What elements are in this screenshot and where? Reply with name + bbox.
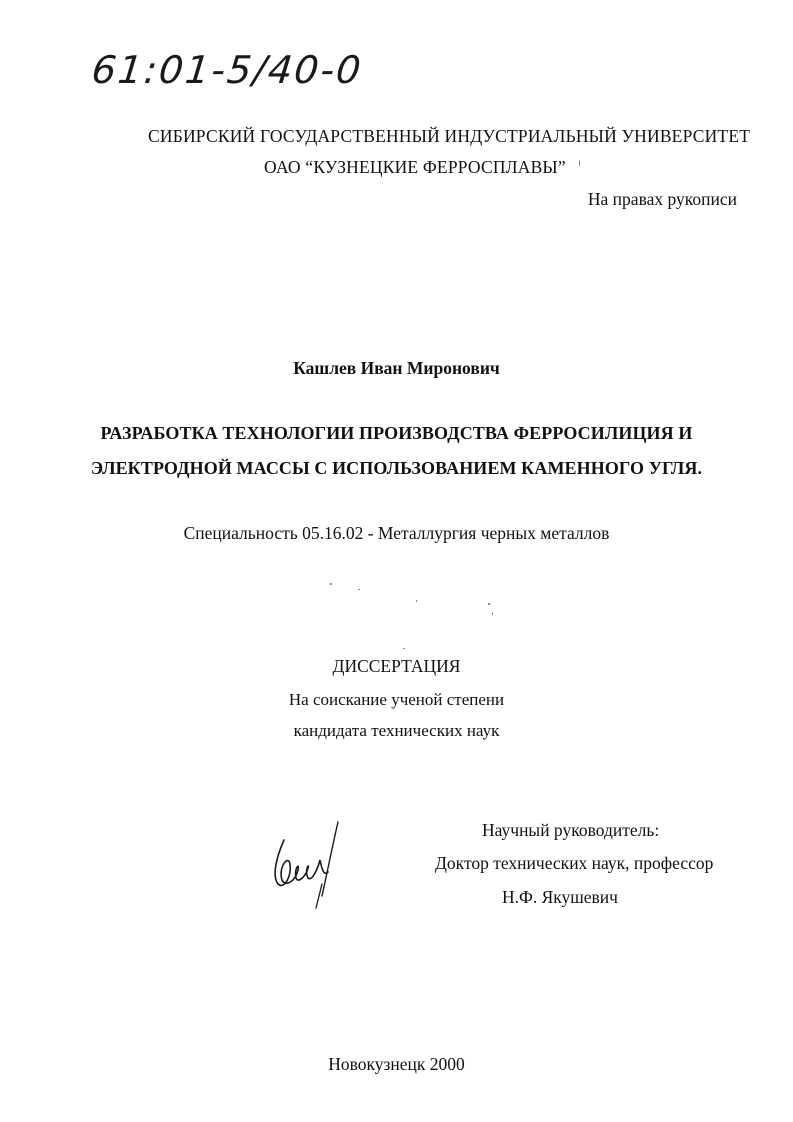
- degree-line-2: кандидата технических наук: [293, 721, 500, 740]
- scan-speck: [416, 600, 417, 602]
- document-type: ДИССЕРТАЦИЯ: [332, 656, 461, 676]
- degree-line-1: На соискание ученой степени: [288, 690, 505, 709]
- rights-note: На правах рукописи: [587, 189, 737, 209]
- thesis-title-line-1: РАЗРАБОТКА ТЕХНОЛОГИИ ПРОИЗВОДСТВА ФЕРРОСИЛИЦИЯ И: [100, 423, 693, 443]
- scan-speck: [330, 583, 332, 585]
- scan-speck: [488, 603, 490, 605]
- scan-speck: [579, 160, 580, 166]
- supervisor-label: Научный руководитель:: [482, 820, 660, 840]
- author-name: Кашлев Иван Миронович: [293, 358, 500, 378]
- supervisor-name: Н.Ф. Якушевич: [502, 887, 618, 907]
- thesis-title-line-2: ЭЛЕКТРОДНОЙ МАССЫ С ИСПОЛЬЗОВАНИЕМ КАМЕННОГО УГЛЯ.: [90, 458, 703, 478]
- archive-stamp: 61:01-5/40-0: [89, 48, 365, 92]
- scan-speck: [358, 589, 360, 590]
- institution-name: СИБИРСКИЙ ГОСУДАРСТВЕННЫЙ ИНДУСТРИАЛЬНЫЙ УНИВЕРСИТЕТ: [148, 126, 751, 146]
- specialty-line: Специальность 05.16.02 - Металлургия черных металлов: [183, 523, 610, 543]
- supervisor-rank: Доктор технических наук, профессор: [435, 853, 714, 873]
- scan-speck: [403, 648, 405, 649]
- scan-speck: [492, 612, 493, 615]
- place-and-year: Новокузнецк 2000: [328, 1054, 465, 1074]
- signature-image: [266, 818, 346, 918]
- company-name: ОАО “КУЗНЕЦКИЕ ФЕРРОСПЛАВЫ”: [264, 157, 566, 177]
